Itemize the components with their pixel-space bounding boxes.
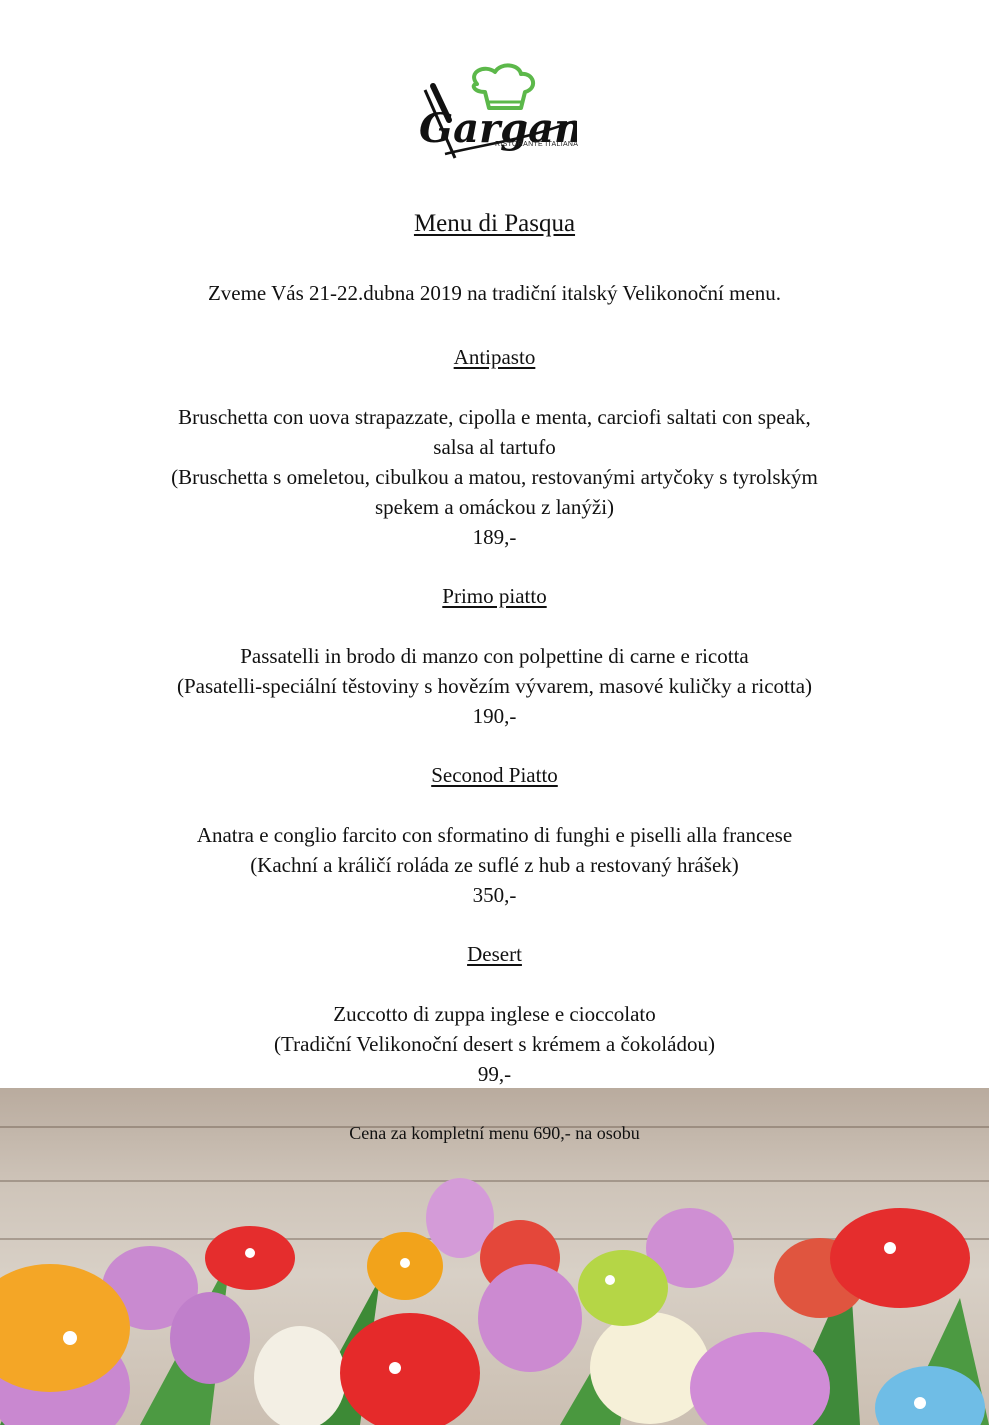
- course-line: (Tradiční Velikonoční desert s krémem a čokoládou): [274, 1032, 715, 1056]
- course-primo: [0, 581, 989, 731]
- course-heading: Primo piatto: [442, 584, 547, 608]
- course-desert: [0, 939, 989, 1089]
- course-line: (Bruschetta s omeletou, cibulkou a matou, restovanými artyčoky s tyrolským: [171, 465, 818, 489]
- course-heading: Seconod Piatto: [431, 763, 558, 787]
- course-antipasto: [0, 342, 989, 552]
- course-line: spekem a omáckou z lanýži): [374, 495, 615, 519]
- logo-wordmark: Garga: [419, 105, 555, 152]
- page-title: Menu di Pasqua: [413, 210, 576, 237]
- course-price: 190,-: [472, 704, 517, 728]
- course-line: salsa al tartufo: [433, 435, 556, 459]
- restaurant-logo: [415, 62, 577, 170]
- course-price: 99,-: [477, 1062, 512, 1086]
- total-price: Cena za kompletní menu 690,- na osobu: [349, 1123, 640, 1143]
- course-price: 350,-: [472, 883, 517, 907]
- course-line: (Kachní a králičí roláda ze suflé z hub a restovaný hrášek): [250, 853, 739, 877]
- chef-hat-logo-icon: [415, 62, 577, 170]
- intro-text: Zveme Vás 21-22.dubna 2019 na tradiční italský Velikonoční menu.: [207, 281, 782, 305]
- course-secondo: [0, 760, 989, 910]
- course-line: (Pasatelli-speciální těstoviny s hovězím vývarem, masové kuličky a ricotta): [176, 674, 813, 698]
- course-heading: Desert: [467, 942, 522, 966]
- course-line: Anatra e conglio farcito con sformatino di funghi e piselli alla francese: [196, 823, 793, 847]
- course-line: Bruschetta con uova strapazzate, cipolla e menta, carciofi saltati con speak,: [178, 405, 811, 429]
- course-price: 189,-: [472, 525, 517, 549]
- course-line: Zuccotto di zuppa inglese e cioccolato: [333, 1002, 656, 1026]
- logo-tagline: RISTORANTE ITALIANA: [495, 141, 579, 148]
- course-line: Passatelli in brodo di manzo con polpettine di carne e ricotta: [240, 644, 749, 668]
- course-heading: Antipasto: [453, 345, 536, 369]
